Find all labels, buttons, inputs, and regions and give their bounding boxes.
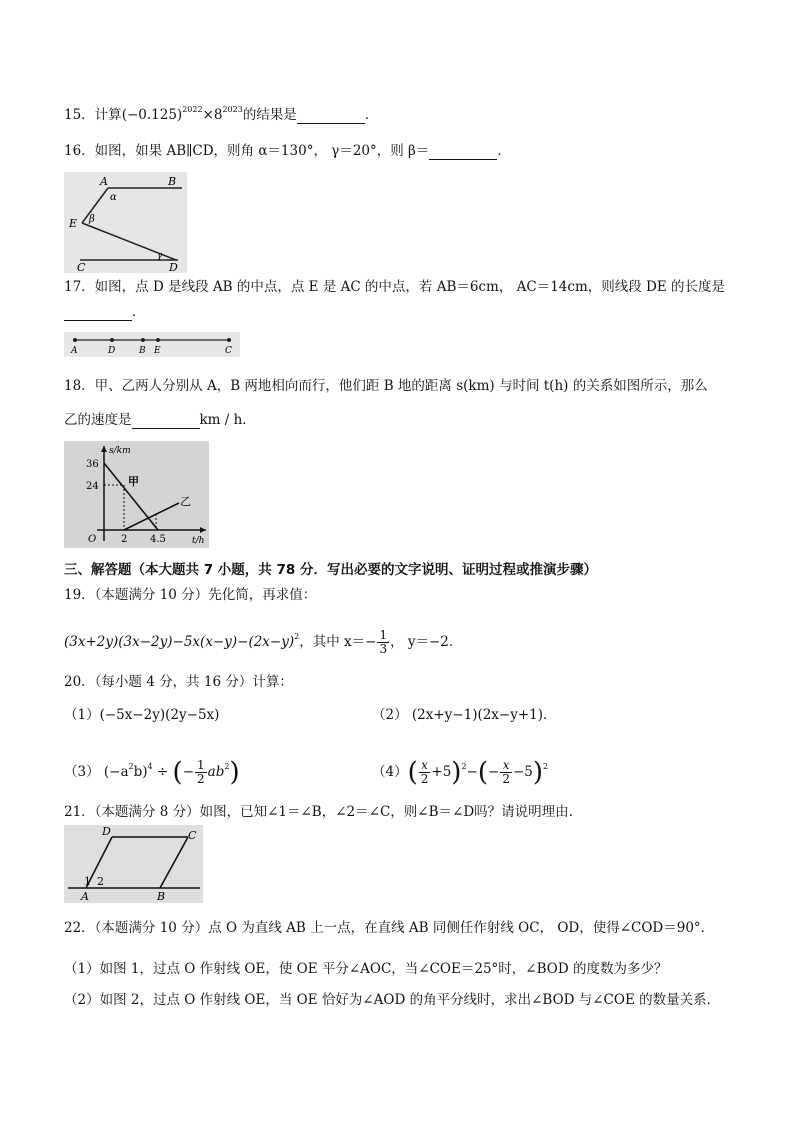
q16-end: ． [497,143,511,159]
q20-p4-sq-2: 2 [543,762,549,771]
line-cb [160,837,188,888]
line-yi [124,503,179,530]
question-20 [64,673,293,691]
q19-exp: 2 [294,632,300,641]
q16-text: 16．如图，如果 AB∥CD，则角 α＝130°， γ＝20°，则 β＝ [64,143,430,159]
label-d: D [108,346,116,356]
question-17 [64,278,725,296]
q20-p4-fraction-2 [500,759,512,786]
q22-part-1: （1）如图 1，过点 O 作射线 OE，使 OE 平分∠AOC，当∠COE＝25°时，∠BOD 的度数为多少？ [64,961,668,977]
q21-figure [64,825,203,903]
q18-unit: km / h． [199,412,256,428]
q20-p4-x-1: x [419,759,431,773]
question-16 [64,142,511,160]
line-jia [104,463,158,530]
q15-times: ×8 [202,107,223,123]
question-22: 22．（本题满分 10 分）点 O 为直线 AB 上一点，在直线 AB 同侧任作射线 OC， OD，使得∠COD＝90°． [64,920,715,936]
label-2: 2 [97,875,104,888]
q19-text: 19．（本题满分 10 分）先化简，再求值： [64,587,317,603]
q20-part-3 [64,752,240,787]
q20-p4-rparen-2: ) [532,757,544,788]
line-ae [82,188,108,223]
tick-36: 36 [86,459,99,470]
q17-figure-svg [64,332,240,357]
q20-p3-sup3: 2 [224,762,230,771]
q21-figure-svg [64,825,203,903]
q15-end: ． [364,107,379,123]
q20-p4-lead: （4） [372,764,408,780]
x-axis-arrow [200,527,206,533]
q18-figure [64,441,209,548]
q20-p4-rparen-1: ) [451,757,462,788]
q20-p3-div: ÷ [152,764,173,780]
q19-cond-tail: ， y＝−2． [390,634,463,650]
q20-p3-sup1: 2 [128,762,134,771]
question-21: 21．（本题满分 8 分）如图，已知∠1＝∠B，∠2＝∠C，则∠B＝∠D吗？请说明理由． [64,804,583,820]
x-axis-label: t/h [192,536,205,546]
tick-2: 2 [121,534,128,545]
label-c: C [225,346,232,356]
point-c [227,338,231,342]
point-b [141,338,145,342]
q15-lead: 15．计算 [64,107,122,123]
label-c: C [77,261,86,273]
q20-p3-sup2: 4 [147,762,153,771]
label-e: E [154,346,161,356]
label-b: B [157,890,166,903]
tick-4-5: 4.5 [150,534,166,545]
y-axis-label: s/km [109,446,131,456]
q20-p4-lparen-1: ( [407,757,418,788]
q20-part-1: （1）(−5x−2y)(2y−5x) [64,707,220,723]
question-15 [64,101,378,124]
question-19 [64,586,316,604]
q18-graph-svg [64,441,209,548]
point-a [73,338,77,342]
q20-part-2: （2） (2x+y−1)(2x−y+1)． [372,707,557,723]
q15-exponent-a: 2022 [182,105,203,114]
label-b: B [168,175,177,188]
q15-base: (−0.125) [121,107,183,123]
q20-p3-mid: b) [133,764,148,780]
label-alpha: α [110,192,117,203]
q16-answer-blank[interactable] [429,145,497,160]
q16-figure [64,172,187,273]
label-a: A [81,890,89,903]
question-18-line2 [64,411,256,429]
q20-p4-plus5: +5 [431,764,452,780]
label-c: C [188,829,197,842]
label-e: E [69,217,78,230]
q19-frac-num: 1 [379,628,388,642]
label-1: 1 [84,875,91,888]
q20-p3-lead: （3） (−a [64,764,129,780]
question-17-line2 [64,303,146,321]
q20-p3-fraction [195,759,207,786]
q17-answer-blank[interactable] [64,306,132,321]
q16-figure-svg [64,172,187,273]
label-beta: β [89,214,95,225]
label-d: D [102,825,111,838]
q20-p3-frac-num: 1 [197,758,205,772]
q19-fraction [377,629,389,656]
section-3-title: 三、解答题（本大题共 7 小题，共 78 分．写出必要的文字说明、证明过程或推演步骤） [64,562,597,578]
q19-expr: (3x+2y)(3x−2y)−5x(x−y)−(2x−y) [64,634,295,650]
q20-p3-frac-den: 2 [197,772,205,786]
q18-lead: 乙的速度是 [64,412,132,428]
label-b: B [139,346,146,356]
q17-end: ． [132,304,146,320]
q15-exponent-b: 2023 [222,105,243,114]
y-axis-arrow [101,446,107,452]
q20-p4-x-2: x [500,759,512,773]
q19-frac-den: 3 [379,642,388,656]
q20-p4-fraction-1 [419,759,431,786]
label-jia: 甲 [128,475,139,488]
q20-p3-tail: ab [207,764,225,780]
point-e [156,338,160,342]
q22-part-2: （2）如图 2，过点 O 作射线 OE，当 OE 恰好为∠AOD 的角平分线时，求出∠BOD 与∠COE 的数量关系． [64,992,721,1008]
q20-part-4 [372,752,548,787]
q20-p4-lparen-2: ( [477,757,489,788]
q20-text: 20．（每小题 4 分，共 16 分）计算： [64,674,293,690]
q18-answer-blank[interactable] [132,414,200,429]
question-18 [64,377,708,395]
q20-p4-minus: − [466,764,478,780]
tick-24: 24 [86,481,99,492]
label-a: A [100,175,108,188]
label-gamma: γ [157,251,163,261]
q20-p4-sq-1: 2 [461,762,467,771]
q20-p4-minus5: −5 [512,764,533,780]
point-d [110,338,114,342]
q19-expression [64,622,462,657]
origin-label: O [88,534,97,545]
q20-p3-rparen: ) [229,757,240,788]
label-yi: 乙 [180,495,191,508]
q18-text: 18．甲、乙两人分别从 A，B 两地相向而行，他们距 B 地的距离 s(km) 与时间 t(h) 的关系如图所示，那么 [64,378,708,394]
q15-answer-blank[interactable] [297,109,365,124]
q17-figure [64,332,240,357]
label-d: D [169,261,178,273]
q20-p4-inner-minus: − [488,764,500,780]
q20-p4-2-2: 2 [502,772,510,786]
q20-p4-2-1: 2 [420,772,429,786]
q19-cond-lead: ，其中 x＝− [299,634,377,650]
q20-p3-lparen: ( [172,757,183,788]
q15-tail: 的结果是 [242,107,297,123]
q17-text: 17．如图，点 D 是线段 AB 的中点，点 E 是 AC 的中点，若 AB＝6cm， AC＝14cm，则线段 DE 的长度是 [64,279,726,295]
label-a: A [71,346,78,356]
q20-p3-minus: − [182,764,194,780]
